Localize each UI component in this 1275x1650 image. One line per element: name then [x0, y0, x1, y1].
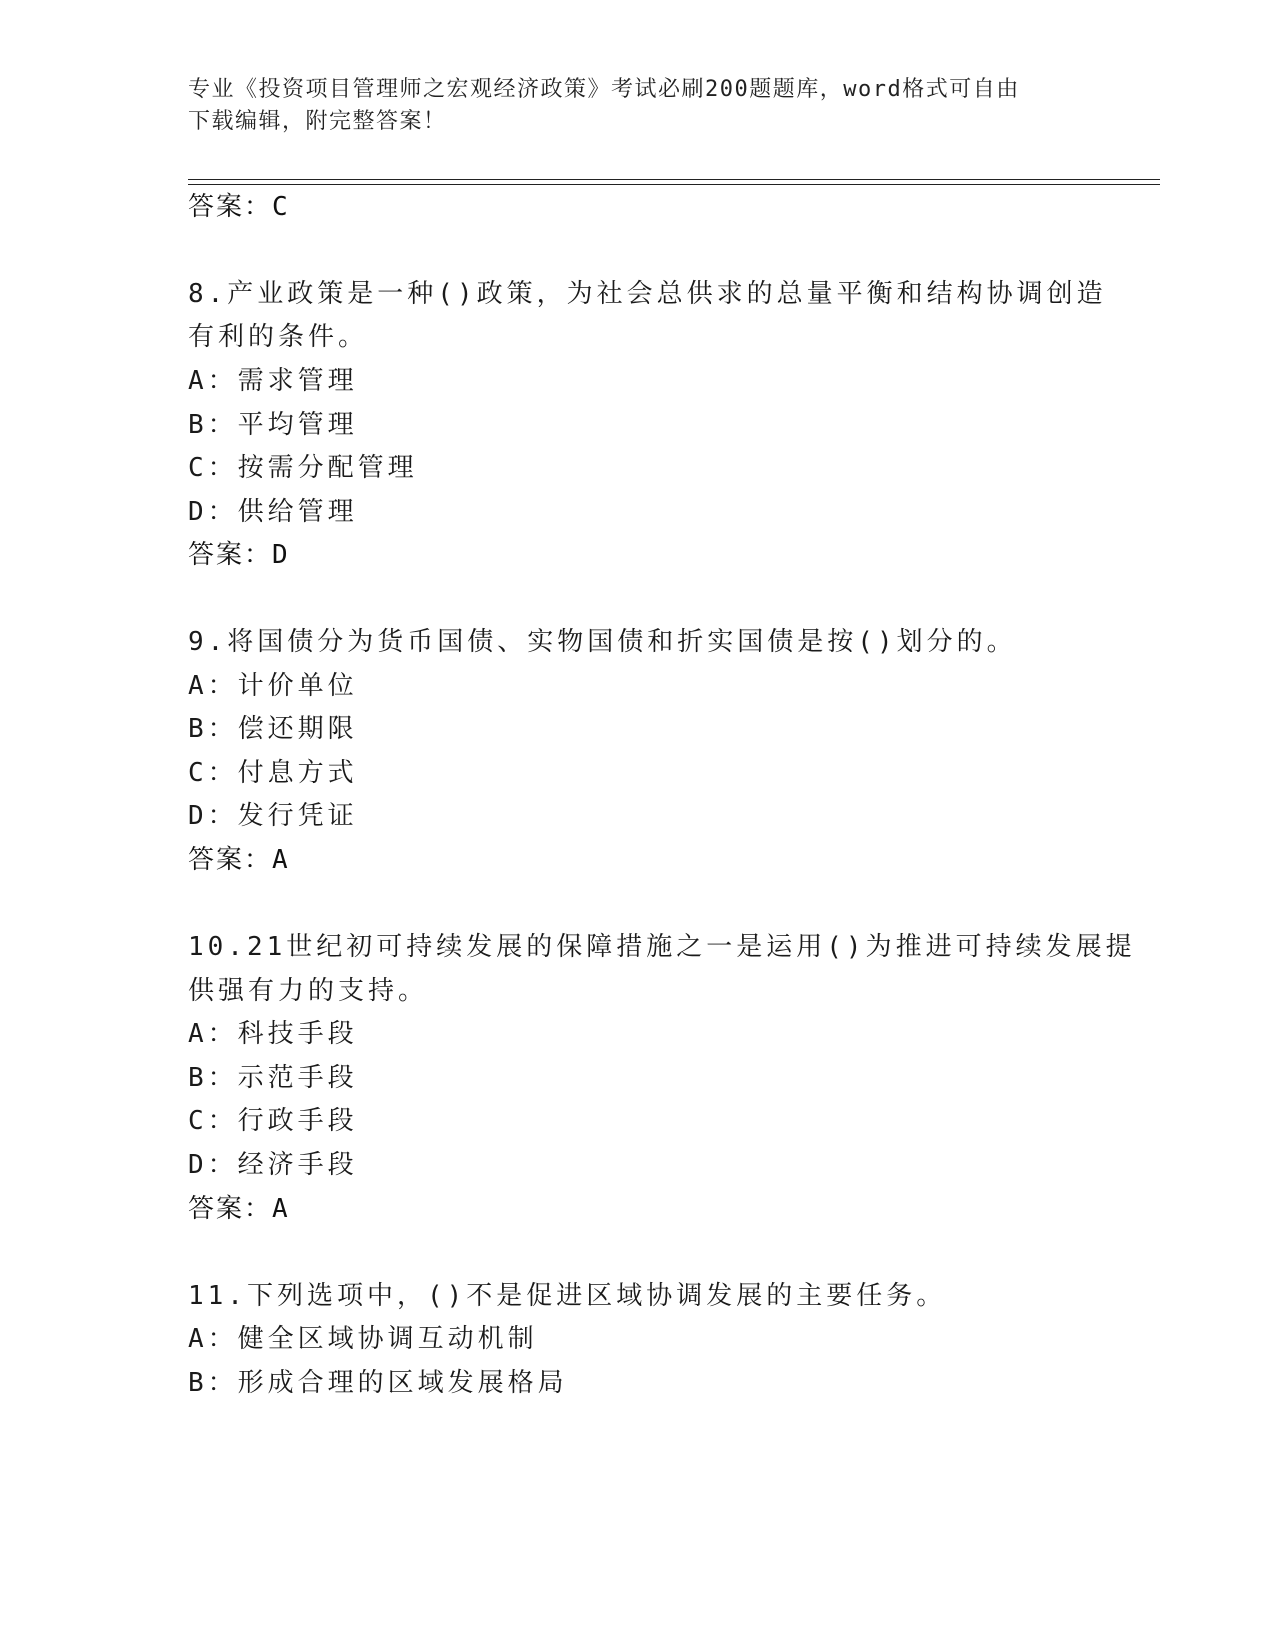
answer-value: A — [272, 845, 288, 875]
answer-previous — [188, 186, 288, 223]
question-8-line-1: 8.产业政策是一种()政策，为社会总供求的总量平衡和结构协调创造 — [188, 279, 1107, 309]
answer-value: D — [272, 540, 288, 570]
question-9-option-a: A：计价单位 — [188, 671, 358, 701]
answer-label: 答案： — [188, 192, 273, 222]
answer-label: 答案： — [188, 1194, 273, 1224]
answer-label: 答案： — [188, 540, 273, 570]
answer-label: 答案： — [188, 845, 273, 875]
question-10-line-1: 10.21世纪初可持续发展的保障措施之一是运用()为推进可持续发展提 — [188, 932, 1136, 962]
question-11-option-b: B：形成合理的区域发展格局 — [188, 1368, 568, 1398]
question-11-line-1: 11.下列选项中，()不是促进区域协调发展的主要任务。 — [188, 1281, 947, 1311]
header-line-2: 下载编辑，附完整答案！ — [188, 109, 447, 134]
question-10-line-2: 供强有力的支持。 — [188, 976, 429, 1006]
question-9-answer — [188, 839, 288, 876]
question-10-option-c: C：行政手段 — [188, 1106, 358, 1136]
question-11-option-a: A：健全区域协调互动机制 — [188, 1324, 538, 1354]
question-10-option-b: B：示范手段 — [188, 1063, 358, 1093]
question-10-answer — [188, 1188, 288, 1225]
question-8-line-2: 有利的条件。 — [188, 322, 369, 352]
document-header — [188, 74, 1088, 138]
question-8-answer — [188, 534, 288, 571]
question-8-option-c: C：按需分配管理 — [188, 453, 418, 483]
header-line-1: 专业《投资项目管理师之宏观经济政策》考试必刷200题题库，word格式可自由 — [188, 77, 1020, 102]
question-8-option-a: A：需求管理 — [188, 366, 358, 396]
header-divider-top — [188, 179, 1160, 180]
question-10-option-d: D：经济手段 — [188, 1150, 358, 1180]
header-divider-bottom — [188, 184, 1160, 185]
question-8-option-d: D：供给管理 — [188, 497, 358, 527]
answer-value: A — [272, 1194, 288, 1224]
question-9-option-d: D：发行凭证 — [188, 801, 358, 831]
question-8-option-b: B：平均管理 — [188, 410, 358, 440]
question-9-option-c: C：付息方式 — [188, 758, 358, 788]
question-9-option-b: B：偿还期限 — [188, 714, 358, 744]
question-9-line-1: 9.将国债分为货币国债、实物国债和折实国债是按()划分的。 — [188, 627, 1017, 657]
question-10-option-a: A：科技手段 — [188, 1019, 358, 1049]
answer-value: C — [272, 192, 288, 222]
